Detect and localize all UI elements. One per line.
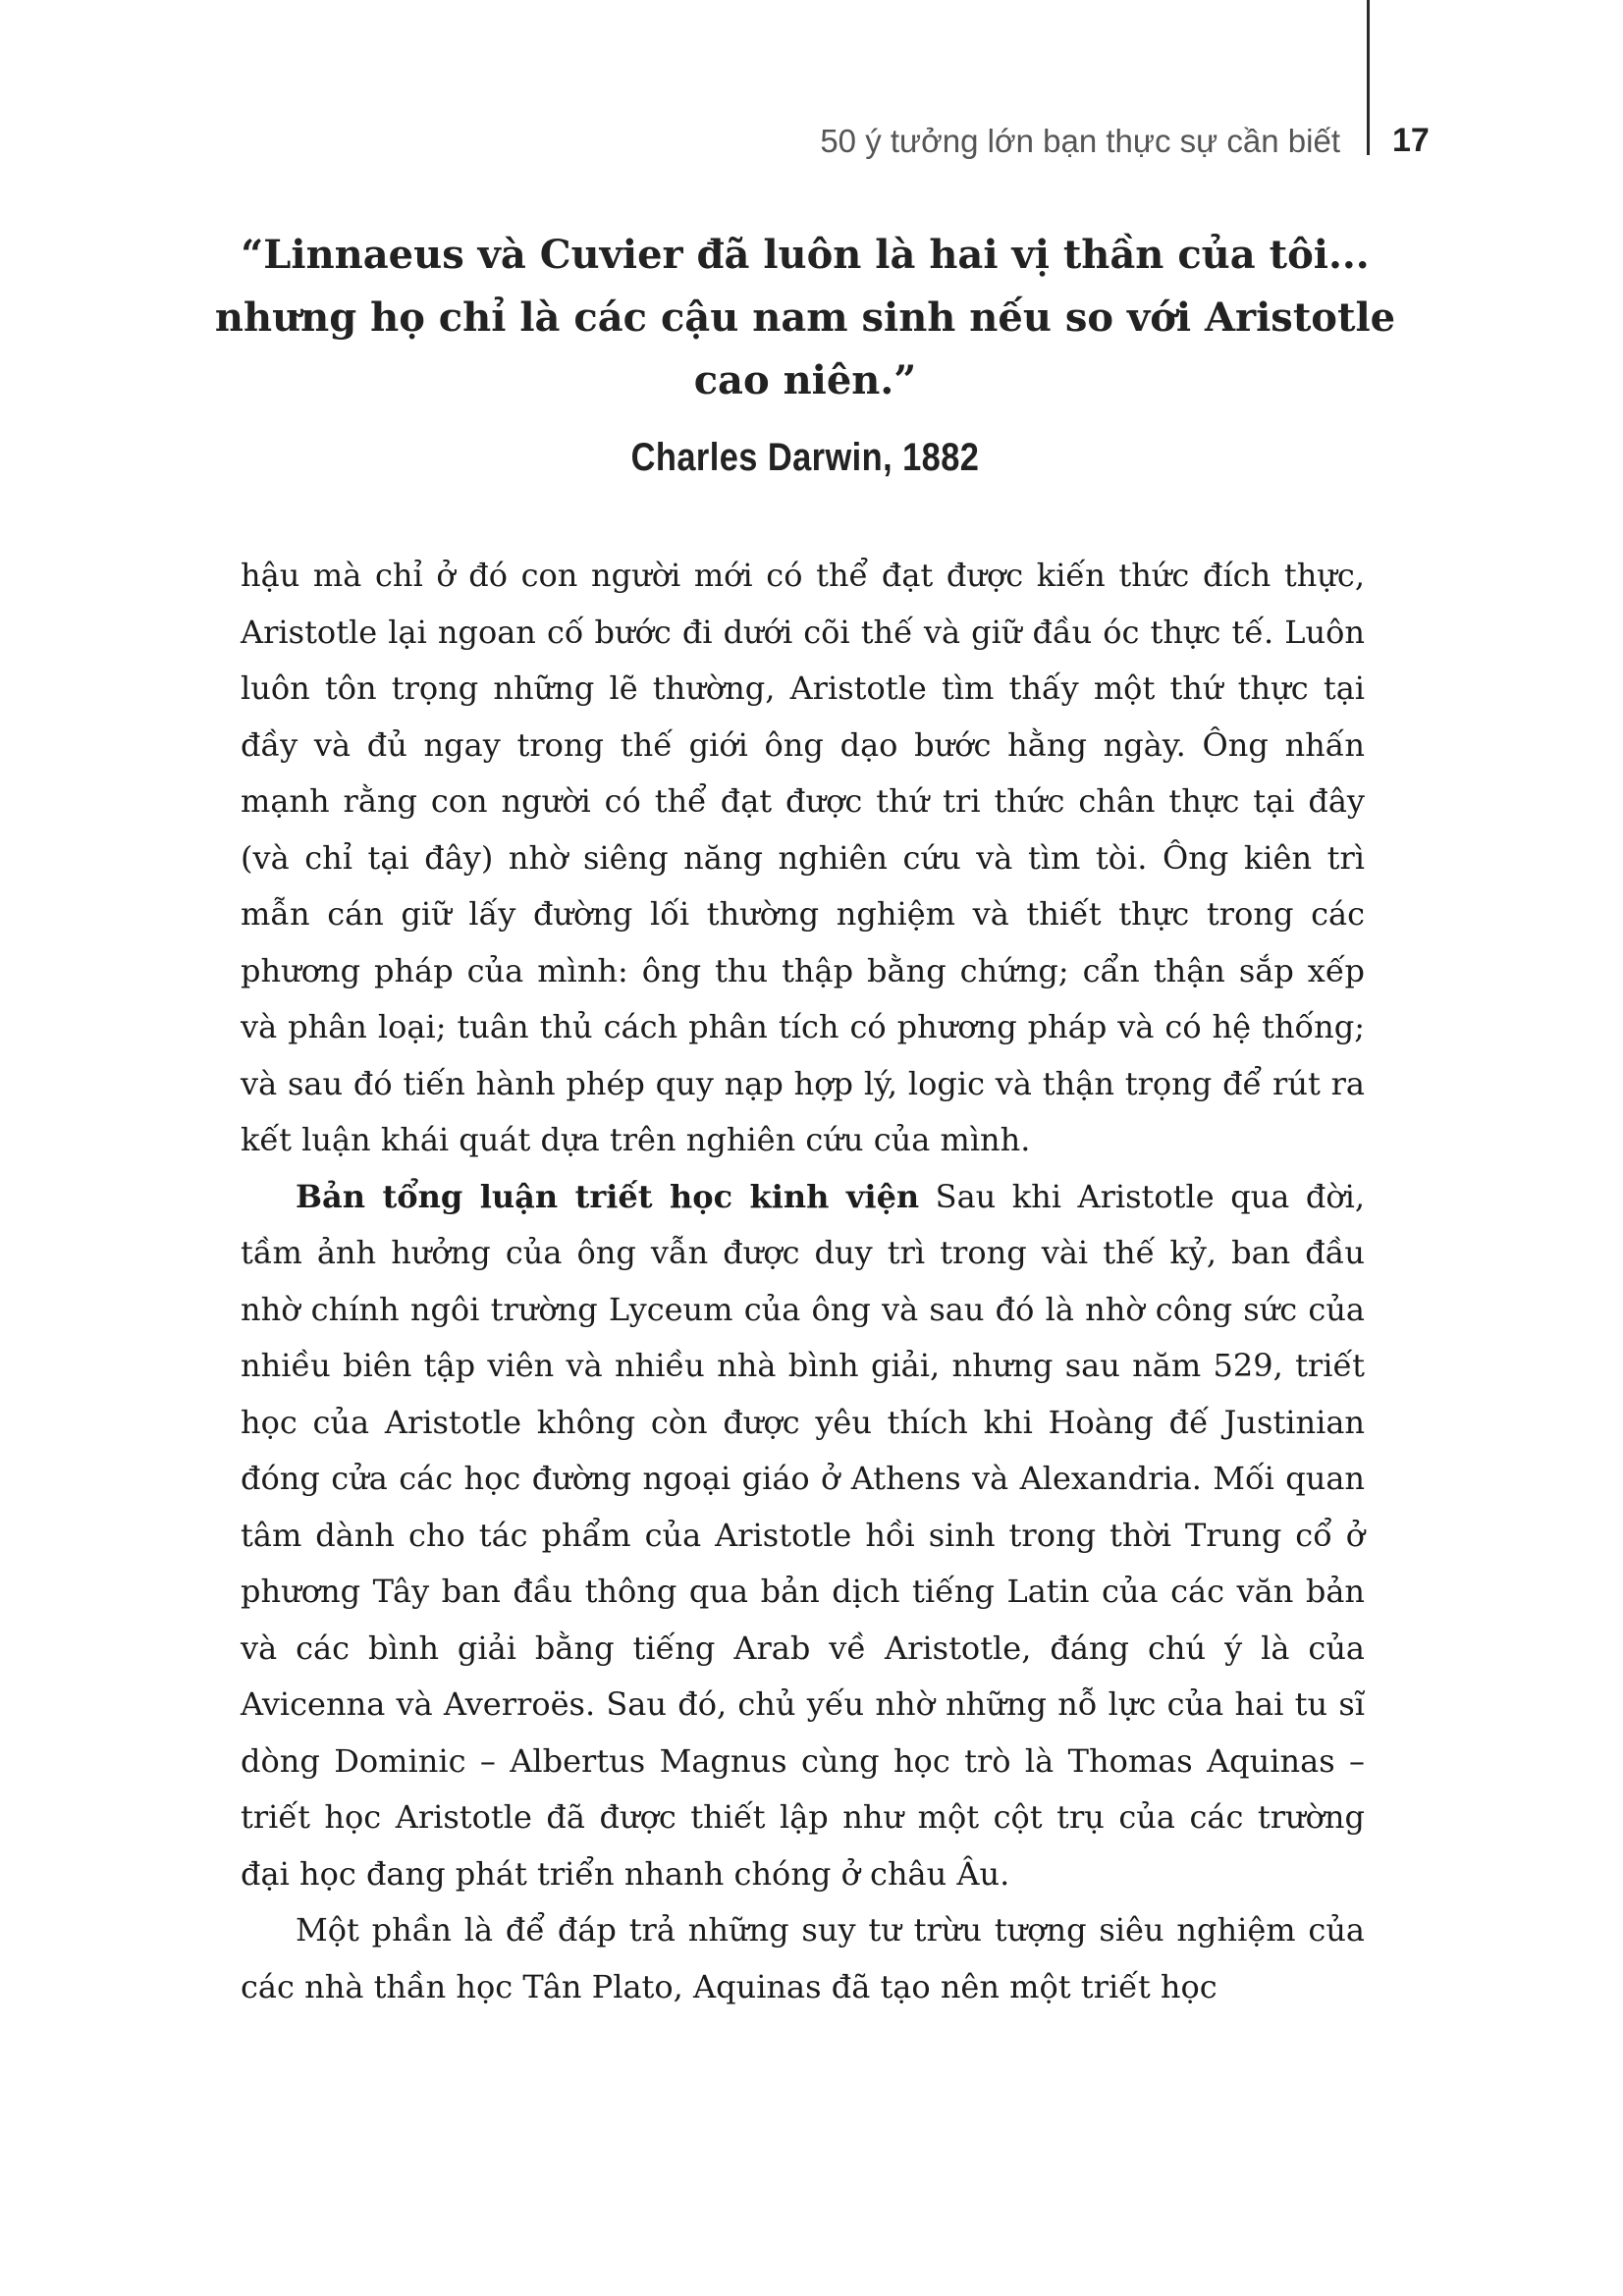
header-rule: [1367, 0, 1370, 155]
epigraph: [196, 224, 1414, 485]
section-run-in-heading: Bản tổng luận triết học kinh viện: [296, 1177, 920, 1215]
paragraph-1: hậu mà chỉ ở đó con người mới có thể đạt được kiến thức đích thực, Aristotle lại ngoan cố bước đi dưới cõi thế và giữ đầu óc thực tế. Luôn luôn tôn trọng những lẽ thường, Aristotle tìm thấy một thứ thực tại đầy và đủ ngay trong thế giới ông dạo bước hằng ngày. Ông nhấn mạnh rằng con người có thể đạt được thứ tri thức chân thực tại đây (và chỉ tại đây) nhờ siêng năng nghiên cứu và tìm tòi. Ông kiên trì mẫn cán giữ lấy đường lối thường nghiệm và thiết thực trong các phương pháp của mình: ông thu thập bằng chứng; cẩn thận sắp xếp và phân loại; tuân thủ cách phân tích có phương pháp và có hệ thống; và sau đó tiến hành phép quy nạp hợp lý, logic và thận trọng để rút ra kết luận khái quát dựa trên nghiên cứu của mình.: [241, 557, 1365, 1158]
page-number: 17: [1392, 122, 1430, 159]
running-title: 50 ý tưởng lớn bạn thực sự cần biết: [820, 123, 1340, 159]
paragraph-2: [241, 1169, 1365, 1903]
paragraph-3: Một phần là để đáp trả những suy tư trừu tượng siêu nghiệm của các nhà thần học Tân Plato, Aquinas đã tạo nên một triết học: [241, 1911, 1365, 2005]
paragraph-2-text: Sau khi Aristotle qua đời, tầm ảnh hưởng của ông vẫn được duy trì trong vài thế kỷ, ban đầu nhờ chính ngôi trường Lyceum của ông và sau đó là nhờ công sức của nhiều biên tập viên và nhiều nhà bình giải, nhưng sau năm 529, triết học của Aristotle không còn được yêu thích khi Hoàng đế Justinian đóng cửa các học đường ngoại giáo ở Athens và Alexandria. Mối quan tâm dành cho tác phẩm của Aristotle hồi sinh trong thời Trung cổ ở phương Tây ban đầu thông qua bản dịch tiếng Latin của các văn bản và các bình giải bằng tiếng Arab về Aristotle, đáng chú ý là của Avicenna và Averroës. Sau đó, chủ yếu nhờ những nỗ lực của hai tu sĩ dòng Dominic – Albertus Magnus cùng học trò là Thomas Aquinas – triết học Aristotle đã được thiết lập như một cột trụ của các trường đại học đang phát triển nhanh chóng ở châu Âu.: [241, 1177, 1366, 1893]
body-text: [241, 548, 1365, 2015]
epigraph-source: Charles Darwin, 1882: [630, 436, 980, 479]
epigraph-quote: “Linnaeus và Cuvier đã luôn là hai vị thần của tôi... nhưng họ chỉ là các cậu nam sinh nếu so với Aristotle cao niên.”: [214, 232, 1396, 403]
